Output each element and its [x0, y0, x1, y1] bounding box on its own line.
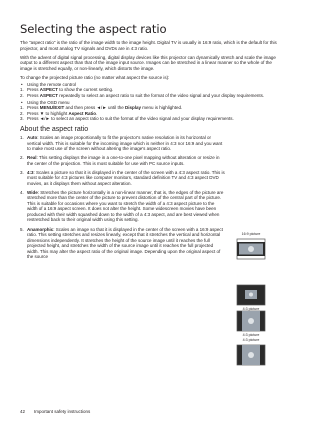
osd-steps [20, 105, 282, 122]
osd-step: 1. Press MENU/EXIT and then press ◄/► until the Display menu is highlighted. [20, 105, 183, 111]
page-title: Selecting the aspect ratio [20, 22, 167, 36]
remote-step: 2. Press ASPECT repeatedly to select an aspect ratio to suit the format of the video signal and your display requirements. [20, 92, 265, 98]
intro-paragraph-1: The "aspect ratio" is the ratio of the image width to the image height. Digital TV is usually in 16:9 ratio, which is the default for this projector, and most analog TV signals and DVDs are in 4:3 ratio. [20, 40, 277, 51]
list-item: 1. Auto: Scales an image proportionally to fit the projector's native resolution in its horizontal or vertical width. This is suitable for the incoming image which is neither in 4:3 nor 16:9 and you want to make most use of the screen without altering the image's aspect ratio. [20, 135, 223, 152]
footer-section: Important safety instructions [34, 409, 91, 414]
figure-real [236, 284, 266, 311]
aspect-illustration-icon [236, 284, 266, 306]
figure-wide [236, 338, 266, 371]
page-footer [20, 409, 90, 414]
figure-auto [236, 232, 266, 265]
osd-step: 2. Press ▼ to highlight Aspect Ratio. [20, 110, 98, 116]
list-item: 2. Real: This setting displays the image in a one-to-one pixel mapping without alteration or resize in the center of the projection. This is most suitable for use with PC source inputs. [20, 155, 220, 166]
figure-caption: 4:3 picture [242, 307, 260, 311]
page-content [20, 22, 282, 263]
list-item: 5. Anamorphic: Scales an image so that it is displayed in the center of the screen with a 16:9 aspect ratio. This setting stretches and resizes linearly, except that it stretches the vertical and horizontal dimensions independently. It stretches the height of the source image until it reaches the full projected height, and stretches the width of the source image until it reaches the full projected width. This may alter the aspect ratio of the original image. Depending upon the original aspect of the source [20, 226, 223, 260]
remote-step: 1. Press ASPECT to show the current setting. [20, 87, 114, 93]
list-item: 3. 4:3: Scales a picture so that it is displayed in the center of the screen with a 4:3 aspect ratio. This is most suitable for 4:3 pictures like computer monitors, standard definition TV and 4:3 aspect DVD movies, as it displays them without aspect alteration. [20, 169, 225, 186]
intro-paragraph-3: To change the projected picture ratio (no matter what aspect the source is): [20, 74, 170, 80]
figure-caption: 16:9 picture [241, 232, 261, 236]
list-item: 4. Wide: Stretches the picture horizontally in a non-linear manner, that is, the edges of the picture are stretched more than the center of the picture to prevent distortion of the central part of the picture. This is suitable for occasions where you want to stretch the width of a 4:3 aspect picture to the width of a 16:9 aspect screen. It does not alter the height. Some widescreen movies have been produced with their width squashed down to the width of a 4:3 aspect, and are best viewed when restretched back to their original width using this setting. [20, 189, 224, 223]
section-title: About the aspect ratio [20, 125, 89, 133]
aspect-illustration-icon [236, 238, 266, 260]
aspect-illustration-icon [236, 344, 266, 366]
intro-paragraph-2: With the advent of digital signal processing, digital display devices like this projector can dynamically stretch and scale the image output to a different aspect than that of the image input source. Images can be stretched in a linear manner so the whole of the image is stretched equally, or non-linearly, which distorts the image. [20, 54, 276, 71]
osd-step: 3. Press ◄/► to select an aspect ratio to suit the format of the video signal and your display requirements. [20, 116, 234, 122]
page-number: 42 [20, 409, 26, 414]
figure-caption: 4:3 picture [242, 333, 260, 337]
bullet-osd: • Using the OSD menu [20, 100, 282, 106]
bullet-remote: • Using the remote control [20, 82, 282, 88]
figure-caption: 4:3 picture [242, 338, 260, 342]
remote-steps [20, 87, 282, 98]
aspect-illustration-icon [236, 310, 266, 332]
figure-43 [236, 310, 266, 337]
